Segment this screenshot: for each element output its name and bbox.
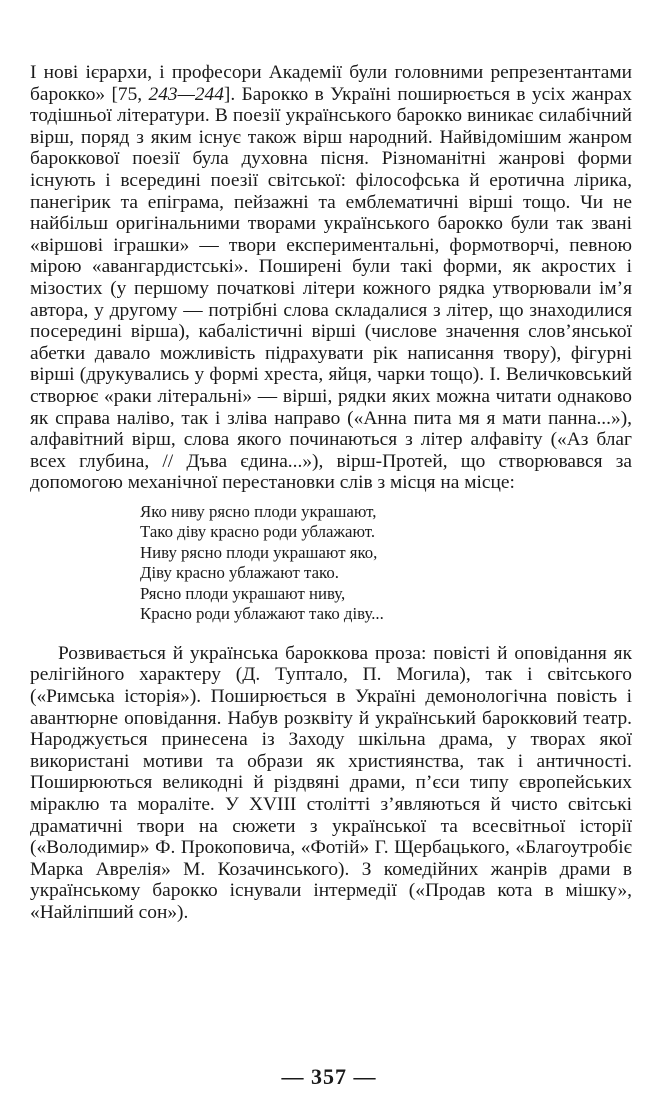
page-number: — 357 — (281, 1064, 377, 1089)
paragraph-1 (30, 62, 632, 494)
verse-line: Діву красно ублажают тако. (140, 563, 339, 583)
paragraph-1-text-a: І нові ієрархи, і професори Академії були головними репрезентантами барокко» [75, (30, 62, 632, 105)
paragraph-1-text-b: ]. Барокко в Україні поширюється в усіх жанрах тодішньої літератури. В поезії українського барокко виникає силабічний вірш, поряд з яким існує також вірш народний. Найвідомішим жанром бароккової поезії була духовна пісня. Різноманітні жанрові форми існують і всередині поезії світської: філософська й еротична лірика, панегірик та епіграма, пейзажні та емблематичні вірші тощо. Чи не найбільш оригінальними творами українського барокко були так звані «віршові іграшки» — твори експериментальні, формотворчі, певною мірою «авангардистські». Поширені були такі форми, як акростих і мізостих (у першому початкові літери кожного рядка утворювали ім’я автора, у другому — потрібні слова складалися з літер, що знаходилися посередині вірша), кабалістичні вірші (числове значення слов’янської абетки давало можливість підрахувати рік написання твору), фігурні вірші (друкувались у формі хреста, яйця, чарки тощо). І. Величковський створює «раки літеральні» — вірші, рядки яких можна читати однаково як справа наліво, так і зліва направо («Анна пита мя я мати панна...»), алфавітний вірш, слова якого починаються з літер алфавіту («Аз благ всех глубина, // Дъва єдина...»), вірш-Протей, що створювався за допомогою механічної перестановки слів з місця на місце: (30, 83, 632, 494)
citation-pages: 243—244 (148, 83, 224, 105)
verse-line: Красно роди ублажают тако діву... (140, 604, 384, 624)
paragraph-2: Розвивається й українська бароккова проза: повісті й оповідання як релігійного характеру (Д. Туптало, П. Могила), так і світського («Римська історія»). Поширюється в Україні демонологічна повість і авантюрне оповідання. Набув розквіту й український барокковий театр. Народжується принесена із Заходу шкільна драма, у творах якої використані мотиви та образи як християнства, так і античності. Поширюються великодні й різдвяні драми, п’єси типу європейських міраклю та мораліте. У XVIII столітті з’являються й чисто світські драматичні твори на сюжети з української та всесвітньої історії («Володимир» Ф. Прокоповича, «Фотій» Г. Щербацького, «Благоутробіє Марка Аврелія» М. Козачинського). З комедійних жанрів драми в українському барокко існували інтермедії («Продав кота в мішку», «Найліпший сон»). (30, 642, 632, 923)
verse-block (30, 502, 632, 625)
verse-line: Рясно плоди украшают ниву, (140, 583, 346, 603)
verse-line: Тако діву красно роди ублажают. (140, 522, 376, 542)
verse-line: Ниву рясно плоди украшают яко, (140, 542, 378, 562)
page-body (30, 62, 632, 924)
verse-line: Яко ниву рясно плоди украшают, (140, 501, 377, 521)
spacer (30, 625, 632, 643)
